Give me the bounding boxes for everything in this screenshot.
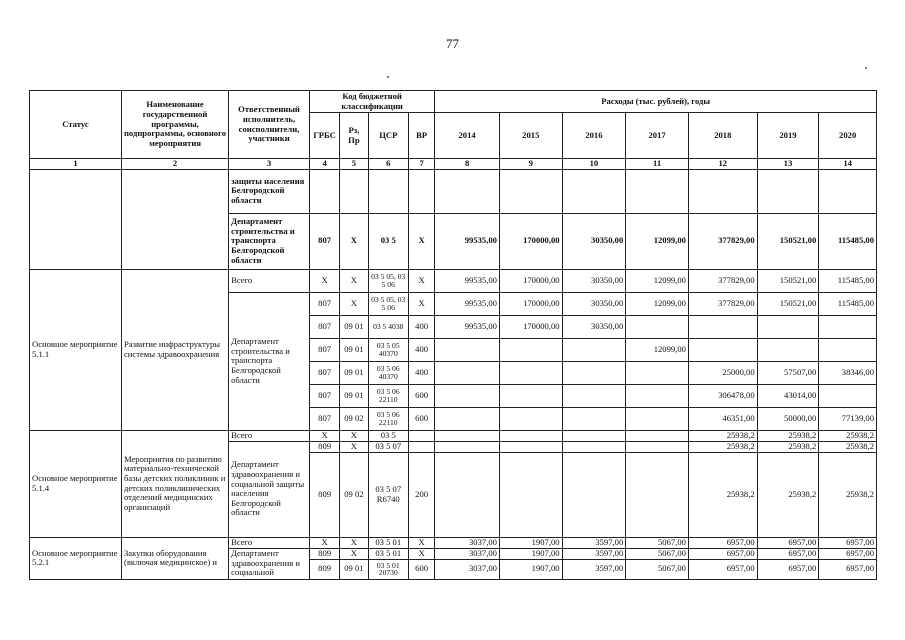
rzpr-cell: Х <box>340 441 368 452</box>
col-number: 2 <box>121 159 228 170</box>
value-cell: 3037,00 <box>435 537 500 548</box>
value-cell <box>562 441 626 452</box>
rzpr-cell: 09 01 <box>340 315 368 338</box>
csr-cell: 03 5 05, 03 5 06 <box>368 292 408 315</box>
value-cell <box>819 315 877 338</box>
header-budget-code: Код бюджетной классификации <box>309 91 434 113</box>
grbs-cell: 807 <box>309 407 339 430</box>
value-cell: 150521,00 <box>757 269 819 292</box>
value-cell: 1907,00 <box>499 559 562 579</box>
csr-cell: 03 5 06 22110 <box>368 407 408 430</box>
value-cell: 6957,00 <box>757 537 819 548</box>
value-cell: 3597,00 <box>562 548 626 559</box>
value-cell: 25938,2 <box>757 430 819 441</box>
csr-cell: 03 5 01 20730 <box>368 559 408 579</box>
value-cell: 6957,00 <box>819 559 877 579</box>
vr-cell: Х <box>408 213 434 269</box>
value-cell: 6957,00 <box>757 548 819 559</box>
header-name: Наименование государственной программы, подпрограммы, основного мероприятия <box>121 91 228 159</box>
value-cell <box>499 441 562 452</box>
value-cell: 6957,00 <box>688 537 757 548</box>
header-status: Статус <box>30 91 122 159</box>
rzpr-cell: Х <box>340 430 368 441</box>
header-csr: ЦСР <box>368 113 408 159</box>
budget-table <box>29 90 877 580</box>
value-cell: 6957,00 <box>819 537 877 548</box>
grbs-cell: 809 <box>309 441 339 452</box>
value-cell <box>499 384 562 407</box>
value-cell: 12099,00 <box>626 213 689 269</box>
value-cell: 3597,00 <box>562 537 626 548</box>
name-cell: Закупки оборудования (включая медицинское) и <box>121 537 228 579</box>
header-year: 2016 <box>562 113 626 159</box>
csr-cell: 03 5 07 <box>368 441 408 452</box>
value-cell: 5067,00 <box>626 548 689 559</box>
value-cell <box>435 441 500 452</box>
csr-cell: 03 5 06 40370 <box>368 361 408 384</box>
grbs-cell: 807 <box>309 213 339 269</box>
col-number: 1 <box>30 159 122 170</box>
value-cell: 30350,00 <box>562 213 626 269</box>
name-cell: Развитие инфраструктуры системы здравоохранения <box>121 269 228 430</box>
header-year: 2014 <box>435 113 500 159</box>
vr-cell: 600 <box>408 407 434 430</box>
value-cell: 25938,2 <box>688 452 757 537</box>
grbs-cell: 807 <box>309 361 339 384</box>
header-vr: ВР <box>408 113 434 159</box>
table-row <box>30 537 877 548</box>
value-cell: 150521,00 <box>757 213 819 269</box>
value-cell: 38346,00 <box>819 361 877 384</box>
rzpr-cell: 09 01 <box>340 361 368 384</box>
value-cell <box>499 430 562 441</box>
csr-cell: 03 5 01 <box>368 548 408 559</box>
value-cell <box>626 407 689 430</box>
value-cell <box>499 338 562 361</box>
col-number: 7 <box>408 159 434 170</box>
value-cell: 30350,00 <box>562 315 626 338</box>
vr-cell: 600 <box>408 384 434 407</box>
value-cell: 12099,00 <box>626 338 689 361</box>
value-cell: 377829,00 <box>688 213 757 269</box>
value-cell <box>435 384 500 407</box>
grbs-cell: Х <box>309 430 339 441</box>
grbs-cell: 809 <box>309 559 339 579</box>
header-year: 2015 <box>499 113 562 159</box>
rzpr-cell: 09 01 <box>340 338 368 361</box>
value-cell <box>626 361 689 384</box>
value-cell: 25938,2 <box>688 441 757 452</box>
value-cell <box>757 338 819 361</box>
value-cell: 6957,00 <box>688 559 757 579</box>
value-cell <box>435 452 500 537</box>
name-cell <box>121 169 228 269</box>
rzpr-cell: 09 02 <box>340 407 368 430</box>
csr-cell: 03 5 01 <box>368 537 408 548</box>
col-number: 11 <box>626 159 689 170</box>
vr-cell: Х <box>408 269 434 292</box>
value-cell: 1907,00 <box>499 548 562 559</box>
value-cell <box>626 452 689 537</box>
value-cell: 115485,00 <box>819 269 877 292</box>
scan-speck <box>865 67 867 69</box>
csr-cell: 03 5 4038 <box>368 315 408 338</box>
csr-cell: 03 5 05 40370 <box>368 338 408 361</box>
col-number: 5 <box>340 159 368 170</box>
value-cell: 306478,00 <box>688 384 757 407</box>
col-number: 13 <box>757 159 819 170</box>
value-cell: 43014,00 <box>757 384 819 407</box>
scan-speck <box>387 76 389 78</box>
value-cell <box>688 315 757 338</box>
grbs-cell: 809 <box>309 452 339 537</box>
csr-cell: 03 5 05, 03 5 06 <box>368 269 408 292</box>
value-cell: 170000,00 <box>499 315 562 338</box>
col-number: 9 <box>499 159 562 170</box>
value-cell: 99535,00 <box>435 315 500 338</box>
grbs-cell: 807 <box>309 384 339 407</box>
value-cell <box>626 430 689 441</box>
rzpr-cell: 09 01 <box>340 384 368 407</box>
value-cell <box>819 338 877 361</box>
value-cell <box>499 407 562 430</box>
grbs-cell: Х <box>309 537 339 548</box>
header-year: 2020 <box>819 113 877 159</box>
csr-cell: 03 5 <box>368 213 408 269</box>
status-cell: Основное мероприятие 5.2.1 <box>30 537 122 579</box>
value-cell: 6957,00 <box>688 548 757 559</box>
grbs-cell: Х <box>309 269 339 292</box>
value-cell: 170000,00 <box>499 269 562 292</box>
header-expenses: Расходы (тыс. рублей), годы <box>435 91 877 113</box>
status-cell: Основное мероприятие 5.1.4 <box>30 430 122 537</box>
column-numbers-row <box>30 159 877 170</box>
table-row <box>30 169 877 213</box>
status-cell: Основное мероприятие 5.1.1 <box>30 269 122 430</box>
value-cell <box>626 441 689 452</box>
col-number: 4 <box>309 159 339 170</box>
value-cell: 25938,2 <box>819 430 877 441</box>
grbs-cell: 807 <box>309 292 339 315</box>
grbs-cell: 807 <box>309 338 339 361</box>
csr-cell: 03 5 07 R6740 <box>368 452 408 537</box>
header-year: 2019 <box>757 113 819 159</box>
vr-cell: 600 <box>408 559 434 579</box>
col-number: 6 <box>368 159 408 170</box>
responsible-cell: Департамент здравоохранения и социальной защиты населения Белгородской области <box>229 441 310 537</box>
value-cell: 6957,00 <box>757 559 819 579</box>
value-cell: 46351,00 <box>688 407 757 430</box>
value-cell <box>757 315 819 338</box>
header-row <box>30 91 877 113</box>
col-number: 3 <box>229 159 310 170</box>
name-cell: Мероприятия по развитию материально-технической базы детских поликлиник и детских поликлинических отделений медицинских организаций <box>121 430 228 537</box>
value-cell: 57507,00 <box>757 361 819 384</box>
responsible-cell: защиты населения Белгородской области <box>229 169 310 213</box>
csr-cell: 03 5 06 22110 <box>368 384 408 407</box>
grbs-cell: 807 <box>309 315 339 338</box>
col-number: 10 <box>562 159 626 170</box>
header-responsible: Ответственный исполнитель, соисполнители, участники <box>229 91 310 159</box>
value-cell: 99535,00 <box>435 269 500 292</box>
value-cell <box>435 338 500 361</box>
value-cell: 12099,00 <box>626 292 689 315</box>
value-cell: 25938,2 <box>819 452 877 537</box>
col-number: 14 <box>819 159 877 170</box>
value-cell: 30350,00 <box>562 269 626 292</box>
vr-cell: Х <box>408 292 434 315</box>
header-year: 2018 <box>688 113 757 159</box>
value-cell <box>562 430 626 441</box>
responsible-cell: Всего <box>229 537 310 548</box>
value-cell <box>688 338 757 361</box>
header-grbs: ГРБС <box>309 113 339 159</box>
value-cell <box>562 452 626 537</box>
value-cell: 30350,00 <box>562 292 626 315</box>
value-cell: 12099,00 <box>626 269 689 292</box>
value-cell: 150521,00 <box>757 292 819 315</box>
value-cell: 115485,00 <box>819 213 877 269</box>
value-cell: 3597,00 <box>562 559 626 579</box>
value-cell <box>626 384 689 407</box>
value-cell: 170000,00 <box>499 213 562 269</box>
value-cell <box>499 452 562 537</box>
value-cell <box>562 338 626 361</box>
value-cell: 6957,00 <box>819 548 877 559</box>
value-cell <box>562 407 626 430</box>
value-cell: 25938,2 <box>757 452 819 537</box>
rzpr-cell: Х <box>340 269 368 292</box>
rzpr-cell: Х <box>340 548 368 559</box>
value-cell <box>499 361 562 384</box>
value-cell <box>435 361 500 384</box>
value-cell: 25938,2 <box>819 441 877 452</box>
vr-cell: 200 <box>408 452 434 537</box>
vr-cell: 400 <box>408 338 434 361</box>
vr-cell: 400 <box>408 315 434 338</box>
value-cell: 25000,00 <box>688 361 757 384</box>
value-cell <box>435 430 500 441</box>
value-cell: 5067,00 <box>626 559 689 579</box>
value-cell: 5067,00 <box>626 537 689 548</box>
responsible-cell: Всего <box>229 430 310 441</box>
value-cell: 170000,00 <box>499 292 562 315</box>
value-cell: 115485,00 <box>819 292 877 315</box>
value-cell: 1907,00 <box>499 537 562 548</box>
value-cell: 25938,2 <box>757 441 819 452</box>
rzpr-cell: Х <box>340 292 368 315</box>
value-cell <box>819 384 877 407</box>
value-cell: 99535,00 <box>435 213 500 269</box>
col-number: 8 <box>435 159 500 170</box>
value-cell: 377829,00 <box>688 292 757 315</box>
rzpr-cell: 09 02 <box>340 452 368 537</box>
value-cell <box>562 384 626 407</box>
value-cell: 377829,00 <box>688 269 757 292</box>
value-cell: 99535,00 <box>435 292 500 315</box>
responsible-cell: Департамент строительства и транспорта Белгородской области <box>229 213 310 269</box>
value-cell: 3037,00 <box>435 548 500 559</box>
value-cell: 77139,00 <box>819 407 877 430</box>
value-cell <box>626 315 689 338</box>
responsible-cell: Департамент здравоохранения и социальной <box>229 548 310 579</box>
table-row <box>30 269 877 292</box>
col-number: 12 <box>688 159 757 170</box>
csr-cell: 03 5 <box>368 430 408 441</box>
vr-cell <box>408 430 434 441</box>
table-row <box>30 430 877 441</box>
header-rzpr: Рз, Пр <box>340 113 368 159</box>
page-number: 77 <box>446 36 459 51</box>
value-cell: 3037,00 <box>435 559 500 579</box>
header-year: 2017 <box>626 113 689 159</box>
value-cell: 50000,00 <box>757 407 819 430</box>
rzpr-cell: 09 01 <box>340 559 368 579</box>
vr-cell: Х <box>408 537 434 548</box>
rzpr-cell: Х <box>340 537 368 548</box>
value-cell <box>562 361 626 384</box>
responsible-cell: Всего <box>229 269 310 292</box>
status-cell <box>30 169 122 269</box>
value-cell <box>435 407 500 430</box>
vr-cell: Х <box>408 548 434 559</box>
vr-cell <box>408 441 434 452</box>
rzpr-cell: Х <box>340 213 368 269</box>
vr-cell: 400 <box>408 361 434 384</box>
grbs-cell: 809 <box>309 548 339 559</box>
responsible-cell: Департамент строительства и транспорта Белгородской области <box>229 292 310 430</box>
value-cell: 25938,2 <box>688 430 757 441</box>
